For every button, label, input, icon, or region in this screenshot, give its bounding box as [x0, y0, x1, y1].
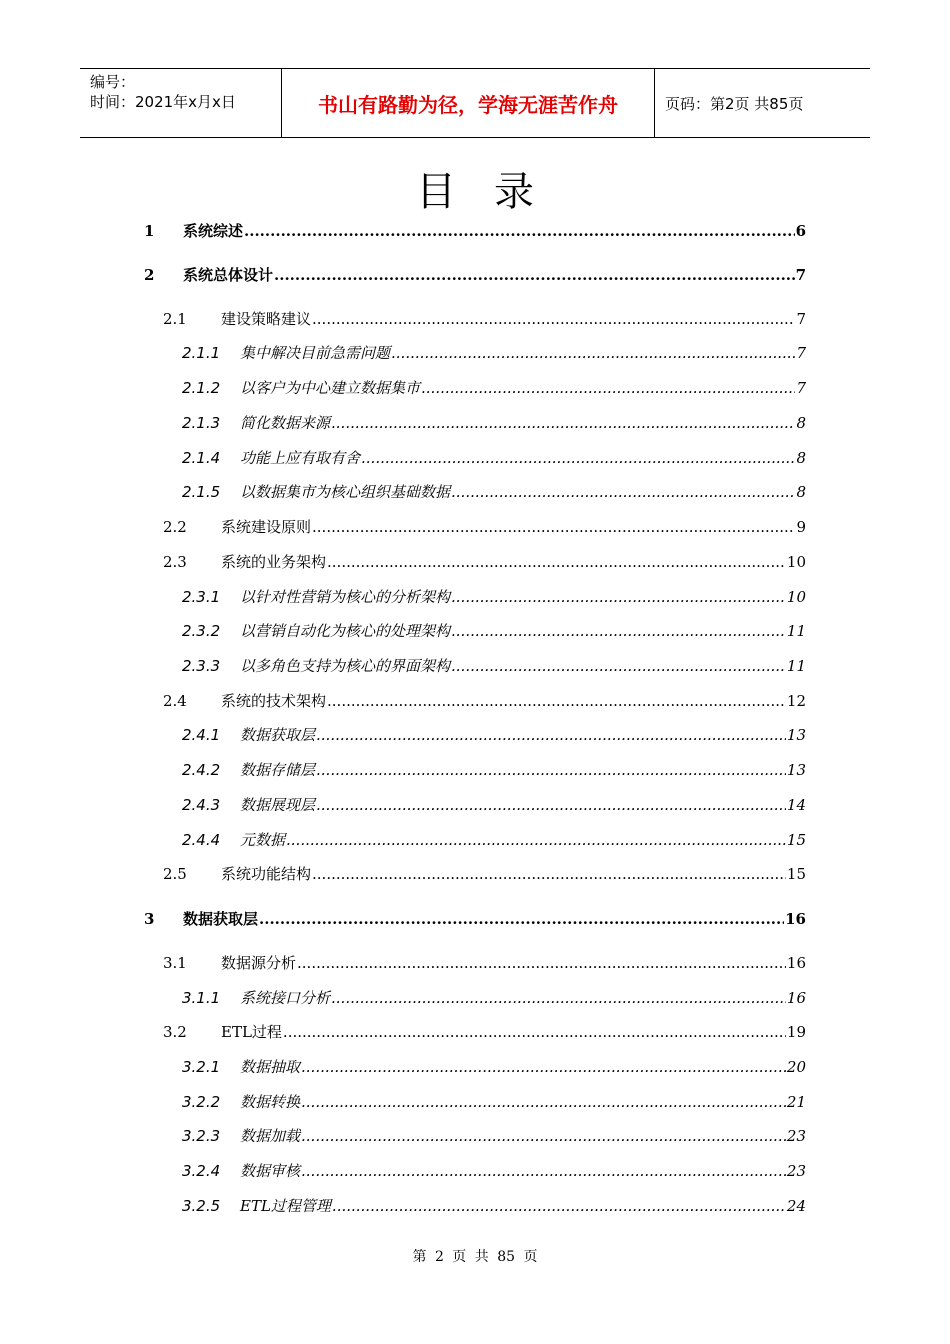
- toc-dot-leader: [316, 760, 786, 780]
- toc-entry-title: 系统功能结构: [221, 865, 312, 883]
- toc-entry-number: 2.1: [163, 310, 187, 328]
- toc-dot-leader: [297, 953, 786, 973]
- toc-entry-page: 6: [795, 222, 806, 240]
- toc-entry[interactable]: [182, 413, 806, 433]
- toc-dot-leader: [316, 725, 786, 745]
- date-line: 时间：2021年x月x日: [90, 93, 236, 111]
- toc-entry-title: 系统建设原则: [221, 518, 312, 536]
- toc-entry-page: 8: [796, 414, 806, 432]
- toc-dot-leader: [286, 830, 786, 850]
- toc-dot-leader: [331, 988, 786, 1008]
- toc-entry[interactable]: [182, 760, 806, 780]
- page-header: [80, 68, 870, 138]
- toc-entry-title: 以营销自动化为核心的处理架构: [240, 622, 451, 640]
- toc-entry-number: 2.1.4: [182, 449, 221, 467]
- toc-entry[interactable]: [182, 1161, 806, 1181]
- toc-dot-leader: [327, 691, 786, 711]
- toc-entry-page: 7: [796, 379, 806, 397]
- toc-entry-number: 3.2.1: [182, 1058, 221, 1076]
- toc-entry-page: 16: [786, 989, 806, 1007]
- toc-entry-page: 16: [786, 954, 806, 972]
- toc-entry-number: 3.2.5: [182, 1197, 221, 1215]
- toc-entry-page: 23: [786, 1127, 806, 1145]
- toc-entry-page: 15: [786, 831, 806, 849]
- toc-dot-leader: [316, 795, 786, 815]
- toc-entry[interactable]: [163, 552, 806, 572]
- toc-entry[interactable]: [182, 830, 806, 850]
- toc-entry-page: 8: [796, 449, 806, 467]
- toc-title: 目录: [416, 169, 572, 215]
- toc-entry-title: ETL过程管理: [240, 1197, 331, 1215]
- toc-entry-page: 10: [786, 588, 806, 606]
- toc-entry-title: 功能上应有取有舍: [240, 449, 361, 467]
- toc-entry-number: 2.3: [163, 553, 187, 571]
- toc-entry-title: 以数据集市为核心组织基础数据: [240, 483, 451, 501]
- toc-entry[interactable]: [163, 517, 806, 537]
- toc-entry-number: 3.2.3: [182, 1127, 221, 1145]
- toc-entry[interactable]: [182, 795, 806, 815]
- toc-entry[interactable]: [182, 587, 806, 607]
- toc-entry[interactable]: [163, 864, 806, 884]
- toc-entry-title: 简化数据来源: [240, 414, 331, 432]
- toc-entry-number: 2.1.1: [182, 344, 221, 362]
- toc-entry-number: 1: [144, 222, 155, 240]
- toc-entry-title: 数据源分析: [221, 954, 297, 972]
- toc-entry-page: 16: [785, 910, 806, 928]
- toc-dot-leader: [301, 1161, 786, 1181]
- toc-entry-page: 13: [786, 726, 806, 744]
- toc-entry-page: 8: [796, 483, 806, 501]
- motto: 书山有路勤为径，学海无涯苦作舟: [281, 69, 655, 137]
- toc-entry-number: 2.1.2: [182, 379, 221, 397]
- toc-entry[interactable]: [182, 725, 806, 745]
- toc-entry-number: 2.3.3: [182, 657, 221, 675]
- toc-entry-title: 以客户为中心建立数据集市: [240, 379, 421, 397]
- toc-dot-leader: [421, 378, 795, 398]
- code-label: 编号：: [90, 73, 136, 91]
- toc-entry[interactable]: [163, 953, 806, 973]
- toc-dot-leader: [259, 909, 784, 929]
- toc-entry-number: 2.4.3: [182, 796, 221, 814]
- toc-entry-page: 12: [786, 692, 806, 710]
- toc-entry[interactable]: [144, 909, 806, 929]
- toc-dot-leader: [451, 621, 786, 641]
- toc-entry-number: 2.1.3: [182, 414, 221, 432]
- toc-entry-number: 3.2.4: [182, 1162, 221, 1180]
- toc-entry-number: 2.4.1: [182, 726, 221, 744]
- toc-dot-leader: [274, 265, 795, 285]
- toc-entry-title: 数据展现层: [240, 796, 316, 814]
- toc-entry-number: 2.3.2: [182, 622, 221, 640]
- toc-entry-title: 建设策略建议: [221, 310, 312, 328]
- toc-entry-number: 3: [144, 910, 155, 928]
- toc-entry-number: 3.2: [163, 1023, 187, 1041]
- toc-entry-page: 7: [796, 310, 806, 328]
- toc-entry-page: 10: [786, 553, 806, 571]
- toc-entry-title: 系统综述: [183, 222, 244, 240]
- toc-entry[interactable]: [182, 1126, 806, 1146]
- toc-entry[interactable]: [182, 343, 806, 363]
- toc-entry-title: 数据获取层: [183, 910, 259, 928]
- toc-entry-page: 7: [796, 344, 806, 362]
- toc-entry[interactable]: [182, 378, 806, 398]
- toc-entry[interactable]: [163, 309, 806, 329]
- toc-entry-title: 以多角色支持为核心的界面架构: [240, 657, 451, 675]
- toc-entry-number: 2.4.4: [182, 831, 221, 849]
- toc-entry-page: 9: [796, 518, 806, 536]
- toc-entry-title: ETL过程: [221, 1023, 282, 1041]
- toc-entry-title: 数据存储层: [240, 761, 316, 779]
- toc-entry-page: 20: [786, 1058, 806, 1076]
- toc-entry[interactable]: [182, 1196, 806, 1216]
- toc-entry-page: 14: [786, 796, 806, 814]
- toc-entry[interactable]: [144, 265, 806, 285]
- toc-entry-page: 23: [786, 1162, 806, 1180]
- toc-entry-number: 2.5: [163, 865, 187, 883]
- toc-entry-number: 3.1: [163, 954, 187, 972]
- toc-entry-page: 15: [786, 865, 806, 883]
- toc-entry[interactable]: [182, 621, 806, 641]
- toc-dot-leader: [301, 1126, 786, 1146]
- toc-entry-page: 24: [786, 1197, 806, 1215]
- toc-entry-title: 数据审核: [240, 1162, 301, 1180]
- toc-dot-leader: [312, 309, 795, 329]
- toc-dot-leader: [312, 517, 795, 537]
- toc-entry-page: 11: [786, 622, 806, 640]
- toc-entry-title: 数据加载: [240, 1127, 301, 1145]
- page-info: 页码：第2页 共85页: [665, 94, 804, 113]
- toc-entry[interactable]: [182, 988, 806, 1008]
- toc-dot-leader: [301, 1057, 786, 1077]
- toc-entry-number: 2: [144, 266, 155, 284]
- toc-entry-number: 2.4.2: [182, 761, 221, 779]
- toc-entry-title: 数据转换: [240, 1093, 301, 1111]
- toc-entry-page: 19: [786, 1023, 806, 1041]
- toc-dot-leader: [332, 1196, 786, 1216]
- toc-entry[interactable]: [182, 1092, 806, 1112]
- toc-dot-leader: [327, 552, 786, 572]
- toc-dot-leader: [361, 448, 795, 468]
- toc-entry-page: 7: [795, 266, 806, 284]
- toc-entry[interactable]: [163, 691, 806, 711]
- toc-entry-number: 2.1.5: [182, 483, 221, 501]
- toc-entry[interactable]: [182, 482, 806, 502]
- toc-entry[interactable]: [182, 656, 806, 676]
- toc-dot-leader: [391, 343, 795, 363]
- toc-entry-title: 集中解决目前急需问题: [240, 344, 391, 362]
- toc-entry-title: 系统接口分析: [240, 989, 331, 1007]
- toc-entry-number: 2.2: [163, 518, 187, 536]
- toc-entry[interactable]: [144, 221, 806, 241]
- toc-entry[interactable]: [163, 1022, 806, 1042]
- toc-entry-title: 系统的业务架构: [221, 553, 327, 571]
- toc-dot-leader: [312, 864, 786, 884]
- toc-entry[interactable]: [182, 1057, 806, 1077]
- toc-entry-title: 系统的技术架构: [221, 692, 327, 710]
- toc-entry-page: 11: [786, 657, 806, 675]
- toc-entry-title: 以针对性营销为核心的分析架构: [240, 588, 451, 606]
- toc-entry-title: 系统总体设计: [183, 266, 274, 284]
- toc-dot-leader: [244, 221, 795, 241]
- header-left-cell: [80, 69, 281, 137]
- toc-dot-leader: [283, 1022, 786, 1042]
- toc-entry-title: 数据获取层: [240, 726, 316, 744]
- toc-dot-leader: [451, 587, 786, 607]
- toc-entry[interactable]: [182, 448, 806, 468]
- toc-entry-title: 元数据: [240, 831, 286, 849]
- toc-dot-leader: [301, 1092, 786, 1112]
- toc-entry-number: 3.1.1: [182, 989, 221, 1007]
- toc-entry-page: 21: [786, 1093, 806, 1111]
- toc-dot-leader: [451, 656, 786, 676]
- toc-entry-page: 13: [786, 761, 806, 779]
- toc-entry-number: 2.4: [163, 692, 187, 710]
- toc-entry-number: 2.3.1: [182, 588, 221, 606]
- page-footer: 第 2 页 共 85 页: [412, 1249, 538, 1265]
- toc-entry-title: 数据抽取: [240, 1058, 301, 1076]
- toc-dot-leader: [451, 482, 795, 502]
- toc-dot-leader: [331, 413, 795, 433]
- toc-entry-number: 3.2.2: [182, 1093, 221, 1111]
